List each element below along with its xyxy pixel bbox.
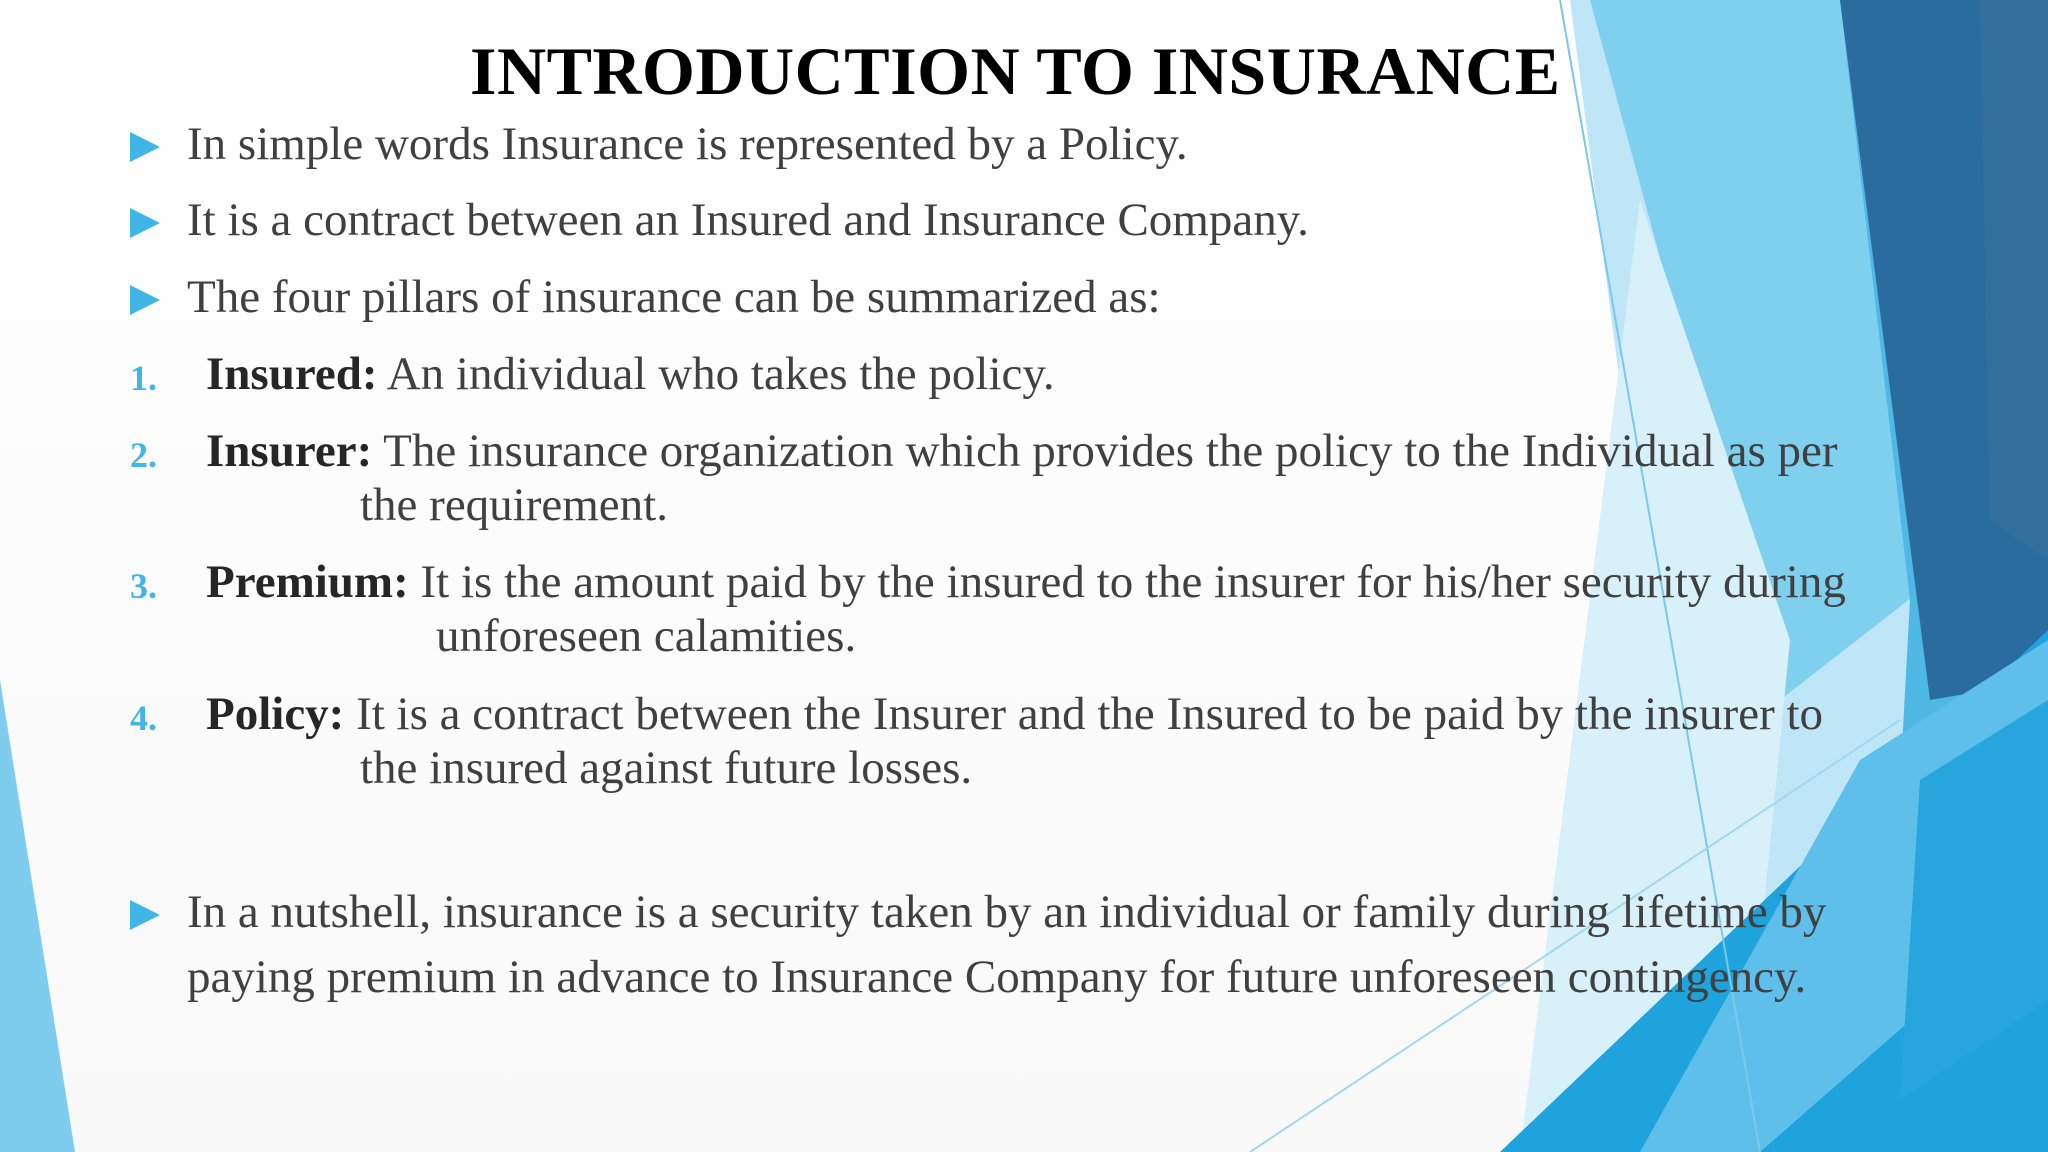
- pillar-line: [206, 686, 1823, 742]
- arrow-bullet-icon: [130, 900, 160, 930]
- pillar-number: 3.: [130, 566, 157, 606]
- pillar-continuation: unforeseen calamities.: [436, 610, 857, 662]
- pillar-description: It is the amount paid by the insured to the insurer for his/her security during: [408, 556, 1846, 608]
- pillar-number: 2.: [130, 435, 157, 475]
- pillar-description: An individual who takes the policy.: [377, 348, 1055, 400]
- pillar-continuation: the requirement.: [360, 479, 668, 531]
- summary-line: paying premium in advance to Insurance Company for future unforeseen contingency.: [187, 951, 1807, 1003]
- pillar-term: Premium:: [206, 556, 409, 608]
- pillar-continuation: the insured against future losses.: [360, 742, 973, 794]
- pillar-line: [206, 346, 1055, 402]
- pillar-number: 1.: [130, 358, 157, 398]
- slide-title: INTRODUCTION TO INSURANCE: [470, 33, 1561, 109]
- arrow-bullet-icon: [130, 132, 160, 162]
- pillar-term: Insurer:: [206, 425, 373, 477]
- pillar-line: [206, 554, 1846, 610]
- bullet-text: The four pillars of insurance can be summarized as:: [187, 271, 1161, 323]
- pillar-term: Insured:: [206, 348, 378, 400]
- pillar-number: 4.: [130, 698, 157, 738]
- pillar-line: [206, 423, 1838, 479]
- pillar-term: Policy:: [206, 688, 345, 740]
- arrow-bullet-icon: [130, 285, 160, 315]
- pillar-description: It is a contract between the Insurer and the Insured to be paid by the insurer to: [344, 688, 1824, 740]
- arrow-bullet-icon: [130, 208, 160, 238]
- summary-line: In a nutshell, insurance is a security taken by an individual or family during lifetime by: [187, 886, 1827, 938]
- bullet-text: It is a contract between an Insured and Insurance Company.: [187, 194, 1309, 246]
- pillar-description: The insurance organization which provides the policy to the Individual as per: [372, 425, 1838, 477]
- bullet-text: In simple words Insurance is represented by a Policy.: [187, 118, 1188, 170]
- summary-text: [187, 880, 2048, 1010]
